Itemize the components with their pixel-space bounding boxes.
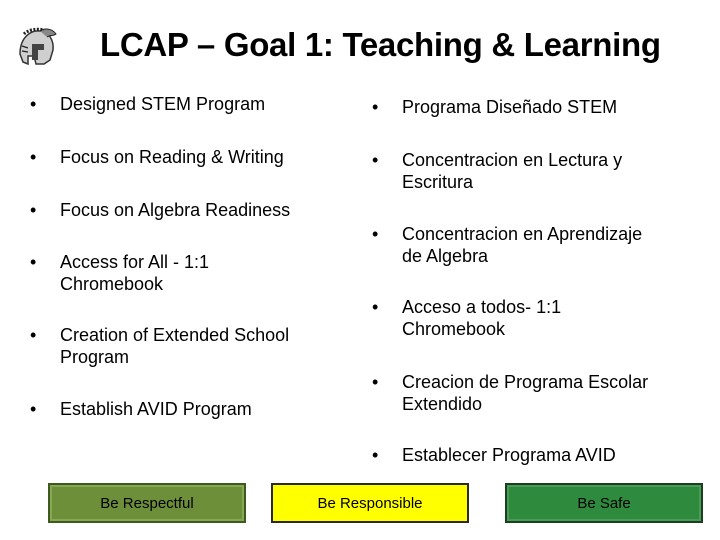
spartan-helmet-logo: [14, 26, 58, 68]
be-respectful-label: Be Respectful: [100, 494, 194, 512]
left-bullet-extended: • Creation of Extended School Program: [30, 324, 360, 368]
right-bullet-chromebook: • Acceso a todos- 1:1 Chromebook: [372, 296, 642, 340]
be-respectful-button[interactable]: [48, 483, 246, 523]
be-responsible-button[interactable]: [271, 483, 469, 523]
slide-title: LCAP – Goal 1: Teaching & Learning: [100, 26, 661, 63]
right-bullet-stem: • Programa Diseñado STEM: [372, 96, 692, 118]
be-safe-button[interactable]: [505, 483, 703, 523]
left-bullet-algebra: • Focus on Algebra Readiness: [30, 199, 360, 221]
left-bullet-stem: • Designed STEM Program: [30, 93, 360, 115]
right-bullet-algebra: • Concentracion en Aprendizaje de Algebra: [372, 223, 652, 267]
left-bullet-avid: • Establish AVID Program: [30, 398, 360, 420]
right-bullet-lectura: • Concentracion en Lectura y Escritura: [372, 149, 692, 193]
be-responsible-label: Be Responsible: [317, 494, 423, 512]
be-safe-label: Be Safe: [577, 494, 631, 512]
left-bullet-reading: • Focus on Reading & Writing: [30, 146, 360, 168]
right-bullet-extendido: • Creacion de Programa Escolar Extendido: [372, 371, 662, 415]
right-bullet-avid: • Establecer Programa AVID: [372, 444, 692, 466]
left-bullet-chromebook: • Access for All - 1:1 Chromebook: [30, 251, 310, 295]
